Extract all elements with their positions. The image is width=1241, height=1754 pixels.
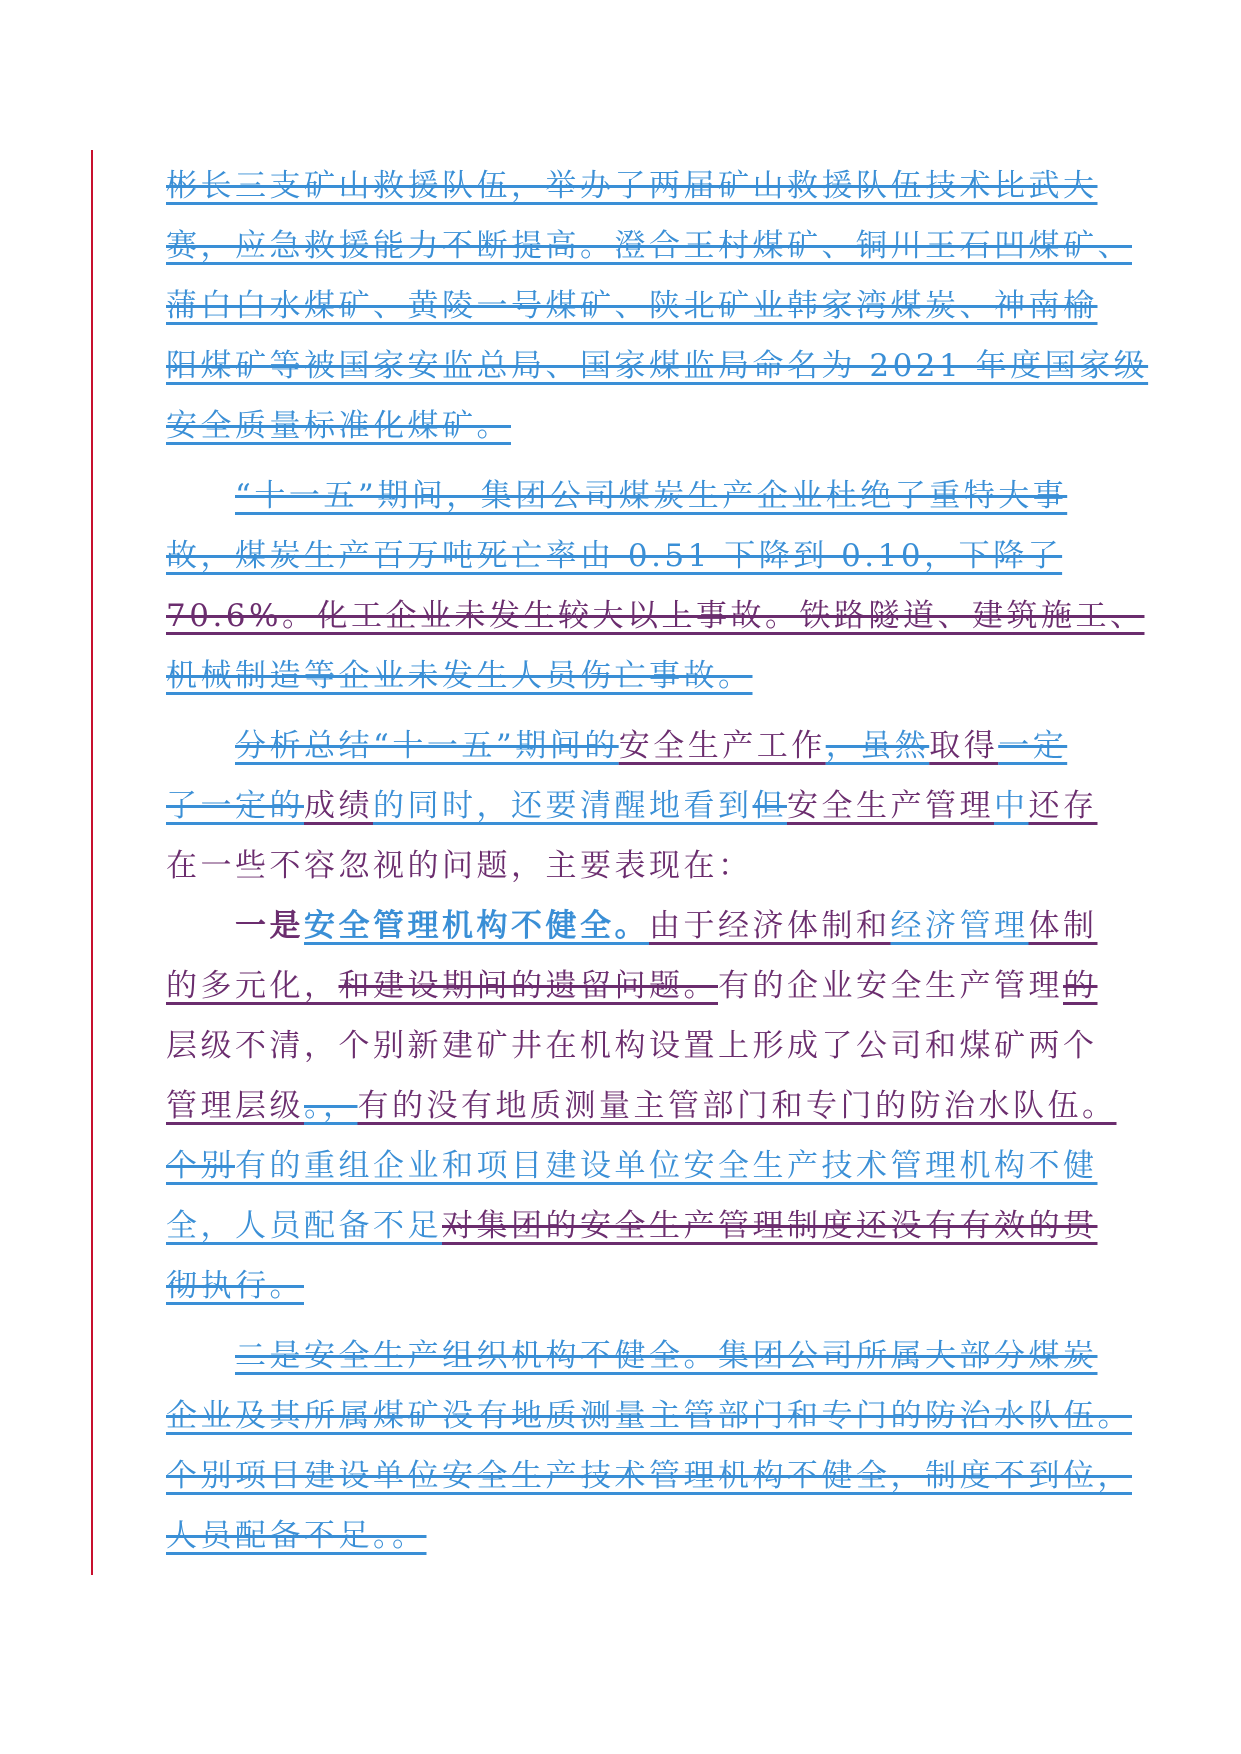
inserted-text: 经济管理: [890, 908, 1029, 944]
inserted-text: 体制: [1028, 908, 1098, 944]
deleted-text: ，虽然: [825, 728, 930, 764]
inserted-text: 还存: [1028, 788, 1098, 824]
deleted-text: 个别: [166, 1148, 235, 1184]
text-line: 人员配备不足。。: [166, 1518, 427, 1554]
inserted-text: 取得: [929, 728, 999, 764]
inserted-text: 安全生产工作: [618, 728, 826, 764]
text-line: 赛，应急救援能力不断提高。澄合王村煤矿、铜川王石凹煤矿、: [166, 228, 1132, 264]
deleted-text: 了一定的: [166, 788, 304, 824]
inserted-text: 的同时，: [373, 788, 511, 824]
deleted-text: 分析总结“十一五”期间的: [235, 728, 619, 764]
inserted-text: 有的重组企业和项目建设单位安全生产技术管理机构不健: [235, 1148, 1098, 1184]
text-line: [166, 1083, 1117, 1129]
heading-prefix: 一是: [235, 908, 304, 944]
text-line: [235, 723, 1067, 769]
section-heading: 安全管理机构不健全。: [304, 908, 649, 944]
text-line: 蒲白白水煤矿、黄陵一号煤矿、陕北矿业韩家湾煤炭、神南榆: [166, 288, 1098, 324]
text-line: 安全质量标准化煤矿。: [166, 408, 511, 444]
revision-margin-bar: [91, 150, 93, 1575]
inserted-text: 中: [994, 788, 1029, 824]
text-run: 有的企业安全生产管理: [718, 968, 1063, 1004]
text-line: 个别项目建设单位安全生产技术管理机构不健全，制度不到位，: [166, 1458, 1132, 1494]
deleted-text: 和建设期间的遗留问题。: [338, 968, 718, 1004]
text-line: 企业及其所属煤矿没有地质测量主管部门和专门的防治水队伍。: [166, 1398, 1132, 1434]
text-line: [166, 963, 1098, 1009]
inserted-text: 由于经济体制和: [649, 908, 891, 944]
text-line: [166, 1143, 1098, 1189]
inserted-text: 的多元化，: [166, 968, 339, 1004]
inserted-text: 成绩: [304, 788, 373, 824]
text-line: 二是安全生产组织机构不健全。集团公司所属大部分煤炭: [235, 1338, 1098, 1374]
text-line: 彬长三支矿山救援队伍，举办了两届矿山救援队伍技术比武大: [166, 168, 1098, 204]
text-line: 在一些不容忽视的问题，主要表现在：: [166, 848, 753, 884]
text-line: 70.6%。化工企业未发生较大以上事故。铁路隧道、建筑施工、: [166, 598, 1145, 634]
text-line: 机械制造等企业未发生人员伤亡事故。: [166, 658, 753, 694]
text-line: 彻执行。: [166, 1268, 304, 1304]
text-line: 阳煤矿等被国家安监总局、国家煤监局命名为 2021 年度国家级: [166, 348, 1149, 384]
text-line: “十一五”期间，集团公司煤炭生产企业杜绝了重特大事: [235, 478, 1068, 514]
inserted-text: 安全生产管理: [787, 788, 994, 824]
deleted-text: 一定: [998, 728, 1068, 764]
text-line: [235, 903, 1098, 949]
deleted-text: 但: [752, 788, 787, 824]
deleted-text: 。，: [304, 1088, 358, 1124]
deleted-text: 的: [1063, 968, 1098, 1004]
inserted-text: 全，人员配备不足: [166, 1208, 442, 1244]
text-line: [166, 783, 1098, 829]
text-line: [166, 1203, 1098, 1249]
inserted-text: 管理层级: [166, 1088, 304, 1124]
text-line: 故，煤炭生产百万吨死亡率由 0.51 下降到 0.10，下降了: [166, 538, 1063, 574]
text-line: 层级不清，个别新建矿井在机构设置上形成了公司和煤矿两个: [166, 1028, 1098, 1064]
deleted-text: 对集团的安全生产管理制度还没有有效的贯: [442, 1208, 1098, 1244]
inserted-text: 有的没有地质测量主管部门和专门的防治水队伍。: [357, 1088, 1117, 1124]
inserted-text: 还要清醒地看到: [511, 788, 753, 824]
